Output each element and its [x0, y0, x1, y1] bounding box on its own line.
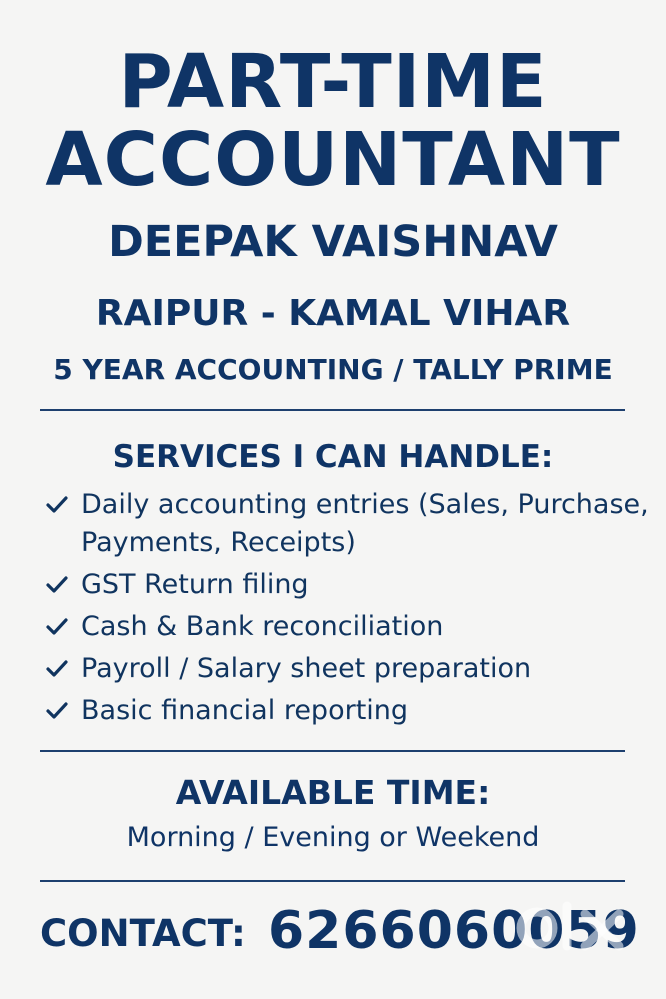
check-icon — [44, 572, 70, 598]
person-name: DEEPAK VAISHNAV — [108, 217, 558, 267]
check-icon — [44, 656, 70, 682]
divider — [40, 750, 625, 752]
service-label: GST Return filing — [81, 569, 309, 600]
list-item — [44, 650, 654, 688]
services-list — [44, 486, 654, 734]
list-item — [44, 692, 654, 730]
divider — [40, 409, 625, 411]
title-line-2: ACCOUNTANT — [45, 117, 621, 203]
check-icon — [44, 492, 70, 518]
service-label: Basic financial reporting — [81, 695, 409, 726]
olx-logo-icon — [515, 898, 635, 958]
experience: 5 YEAR ACCOUNTING / TALLY PRIME — [53, 353, 613, 386]
list-item — [44, 566, 654, 604]
location: RAIPUR - KAMAL VIHAR — [95, 293, 571, 334]
availability-value: Morning / Evening or Weekend — [126, 822, 540, 853]
check-icon — [44, 698, 70, 724]
divider — [40, 880, 625, 882]
services-heading: SERVICES I CAN HANDLE: — [112, 439, 554, 475]
service-label: Payroll / Salary sheet preparation — [81, 653, 532, 684]
title-line-1: PART-TIME — [118, 39, 548, 125]
contact-number: 6266060059 — [268, 901, 640, 961]
contact-label: CONTACT: — [40, 912, 246, 955]
list-item — [44, 486, 654, 562]
check-icon — [44, 614, 70, 640]
service-label: Daily accounting entries (Sales, Purchase, Payments, Receipts) — [81, 489, 649, 558]
availability-heading: AVAILABLE TIME: — [175, 773, 491, 812]
service-label: Cash & Bank reconciliation — [81, 611, 444, 642]
list-item — [44, 608, 654, 646]
